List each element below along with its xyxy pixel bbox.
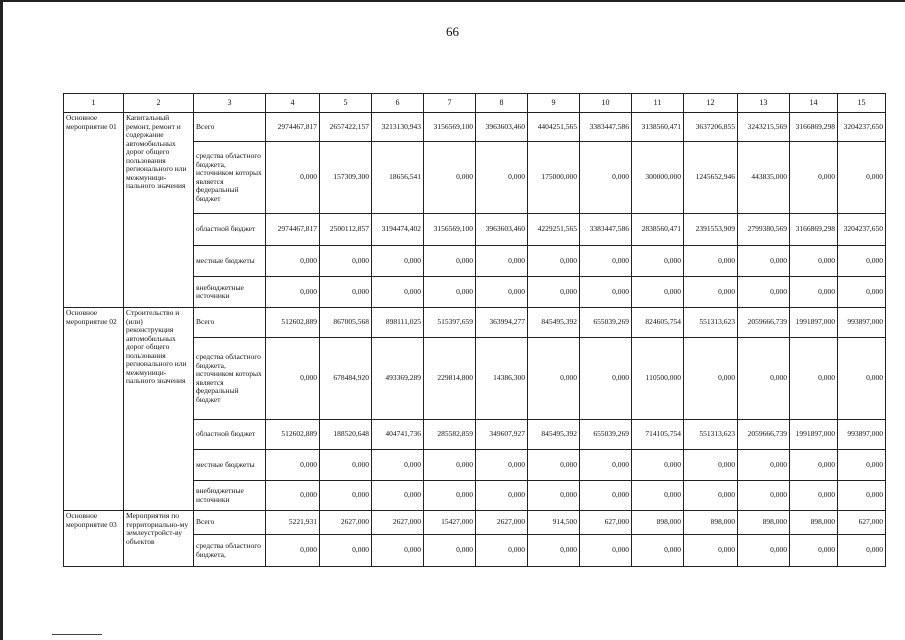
event-name-cell: Основное мероприятие 02 (64, 308, 124, 511)
amount-cell: 110500,000 (632, 338, 684, 420)
col-header: 6 (372, 94, 424, 113)
funding-source-cell: областной бюджет (194, 420, 266, 450)
amount-cell: 0,000 (476, 450, 528, 481)
amount-cell: 845495,392 (528, 308, 580, 338)
amount-cell: 0,000 (684, 277, 738, 308)
col-header: 8 (476, 94, 528, 113)
amount-cell: 0,000 (838, 338, 886, 420)
amount-cell: 898,000 (632, 511, 684, 535)
amount-cell: 0,000 (528, 481, 580, 511)
amount-cell: 1991897,000 (790, 308, 838, 338)
amount-cell: 655039,269 (580, 420, 632, 450)
amount-cell: 3156569,100 (424, 113, 476, 142)
amount-cell: 0,000 (632, 450, 684, 481)
amount-cell: 2391553,909 (684, 214, 738, 246)
amount-cell: 512602,889 (266, 420, 320, 450)
amount-cell: 0,000 (424, 277, 476, 308)
amount-cell: 0,000 (320, 481, 372, 511)
funding-source-cell: средства областного бюджета, источником которых является федеральный бюджет (194, 338, 266, 420)
amount-cell: 0,000 (838, 142, 886, 214)
amount-cell: 0,000 (528, 535, 580, 567)
amount-cell: 714105,754 (632, 420, 684, 450)
amount-cell: 0,000 (320, 246, 372, 277)
amount-cell: 2059666,739 (738, 308, 790, 338)
amount-cell: 627,000 (580, 511, 632, 535)
amount-cell: 2657422,157 (320, 113, 372, 142)
col-header: 11 (632, 94, 684, 113)
funding-source-cell: средства областного бюджета, источником которых является федеральный бюджет (194, 142, 266, 214)
amount-cell: 0,000 (684, 450, 738, 481)
amount-cell: 0,000 (424, 535, 476, 567)
amount-cell: 2627,000 (320, 511, 372, 535)
amount-cell: 0,000 (320, 277, 372, 308)
amount-cell: 0,000 (838, 450, 886, 481)
amount-cell: 0,000 (580, 450, 632, 481)
amount-cell: 627,000 (838, 511, 886, 535)
amount-cell: 0,000 (528, 246, 580, 277)
amount-cell: 0,000 (476, 277, 528, 308)
amount-cell: 0,000 (738, 338, 790, 420)
scan-frame-left (0, 0, 3, 640)
amount-cell: 3166869,298 (790, 113, 838, 142)
amount-cell: 0,000 (266, 535, 320, 567)
amount-cell: 157309,300 (320, 142, 372, 214)
amount-cell: 0,000 (424, 450, 476, 481)
col-header: 14 (790, 94, 838, 113)
amount-cell: 443835,000 (738, 142, 790, 214)
amount-cell: 0,000 (372, 481, 424, 511)
funding-source-cell: средства областного бюджета, (194, 535, 266, 567)
amount-cell: 300000,000 (632, 142, 684, 214)
amount-cell: 1245652,946 (684, 142, 738, 214)
header-row (64, 94, 886, 113)
amount-cell: 3963603,460 (476, 214, 528, 246)
amount-cell: 0,000 (528, 450, 580, 481)
amount-cell: 3963603,460 (476, 113, 528, 142)
amount-cell: 3243215,569 (738, 113, 790, 142)
amount-cell: 898,000 (790, 511, 838, 535)
amount-cell: 2627,000 (372, 511, 424, 535)
amount-cell: 2500112,857 (320, 214, 372, 246)
amount-cell: 551313,623 (684, 420, 738, 450)
amount-cell: 2838560,471 (632, 214, 684, 246)
amount-cell: 0,000 (632, 481, 684, 511)
amount-cell: 512602,889 (266, 308, 320, 338)
amount-cell: 0,000 (372, 277, 424, 308)
amount-cell: 3166869,298 (790, 214, 838, 246)
amount-cell: 824605,754 (632, 308, 684, 338)
amount-cell: 0,000 (580, 277, 632, 308)
amount-cell: 0,000 (838, 246, 886, 277)
col-header: 13 (738, 94, 790, 113)
col-header: 2 (124, 94, 194, 113)
col-header: 4 (266, 94, 320, 113)
amount-cell: 0,000 (684, 338, 738, 420)
amount-cell: 3204237,650 (838, 113, 886, 142)
amount-cell: 229814,800 (424, 338, 476, 420)
amount-cell: 349607,927 (476, 420, 528, 450)
amount-cell: 993897,000 (838, 308, 886, 338)
amount-cell: 3194474,402 (372, 214, 424, 246)
amount-cell: 15427,000 (424, 511, 476, 535)
amount-cell: 0,000 (476, 535, 528, 567)
amount-cell: 845495,392 (528, 420, 580, 450)
table-row (64, 113, 886, 142)
amount-cell: 0,000 (424, 142, 476, 214)
amount-cell: 1991897,000 (790, 420, 838, 450)
amount-cell: 0,000 (838, 535, 886, 567)
amount-cell: 2974467,817 (266, 214, 320, 246)
amount-cell: 0,000 (528, 277, 580, 308)
amount-cell: 4229251,565 (528, 214, 580, 246)
amount-cell: 0,000 (838, 481, 886, 511)
amount-cell: 2974467,817 (266, 113, 320, 142)
amount-cell: 3204237,650 (838, 214, 886, 246)
funding-source-cell: Всего (194, 113, 266, 142)
amount-cell: 655039,269 (580, 308, 632, 338)
amount-cell: 14386,300 (476, 338, 528, 420)
amount-cell: 0,000 (790, 481, 838, 511)
scan-frame-top (0, 0, 905, 2)
amount-cell: 0,000 (266, 142, 320, 214)
amount-cell: 0,000 (580, 246, 632, 277)
amount-cell: 0,000 (738, 535, 790, 567)
amount-cell: 3138560,471 (632, 113, 684, 142)
col-header: 7 (424, 94, 476, 113)
amount-cell: 0,000 (266, 481, 320, 511)
amount-cell: 0,000 (790, 450, 838, 481)
amount-cell: 0,000 (580, 142, 632, 214)
amount-cell: 0,000 (424, 246, 476, 277)
col-header: 9 (528, 94, 580, 113)
amount-cell: 0,000 (684, 535, 738, 567)
table-row (64, 511, 886, 535)
amount-cell: 285582,859 (424, 420, 476, 450)
amount-cell: 0,000 (790, 535, 838, 567)
amount-cell: 0,000 (266, 450, 320, 481)
amount-cell: 898,000 (738, 511, 790, 535)
amount-cell: 2059666,739 (738, 420, 790, 450)
amount-cell: 0,000 (790, 338, 838, 420)
amount-cell: 4404251,565 (528, 113, 580, 142)
table-row (64, 308, 886, 338)
amount-cell: 188520,648 (320, 420, 372, 450)
col-header: 10 (580, 94, 632, 113)
amount-cell: 867005,568 (320, 308, 372, 338)
amount-cell: 898,000 (684, 511, 738, 535)
event-name-cell: Основное мероприятие 03 (64, 511, 124, 567)
amount-cell: 404741,736 (372, 420, 424, 450)
event-description-cell: Капитальный ремонт, ремонт и содержание автомобильных дорог общего пользования регионального или межмуници-пального значения (124, 113, 194, 308)
amount-cell: 551313,623 (684, 308, 738, 338)
amount-cell: 0,000 (580, 535, 632, 567)
amount-cell: 0,000 (632, 535, 684, 567)
amount-cell: 175000,000 (528, 142, 580, 214)
amount-cell: 3637206,855 (684, 113, 738, 142)
amount-cell: 3213130,943 (372, 113, 424, 142)
amount-cell: 0,000 (790, 246, 838, 277)
amount-cell: 0,000 (738, 481, 790, 511)
amount-cell: 5221,931 (266, 511, 320, 535)
budget-table (63, 93, 886, 567)
amount-cell: 0,000 (632, 246, 684, 277)
amount-cell: 0,000 (632, 277, 684, 308)
amount-cell: 18656,541 (372, 142, 424, 214)
amount-cell: 678484,920 (320, 338, 372, 420)
amount-cell: 0,000 (266, 246, 320, 277)
amount-cell: 0,000 (372, 246, 424, 277)
col-header: 1 (64, 94, 124, 113)
amount-cell: 363994,277 (476, 308, 528, 338)
amount-cell: 0,000 (684, 481, 738, 511)
funding-source-cell: областной бюджет (194, 214, 266, 246)
funding-source-cell: местные бюджеты (194, 246, 266, 277)
amount-cell: 0,000 (580, 481, 632, 511)
amount-cell: 0,000 (838, 277, 886, 308)
amount-cell: 0,000 (528, 338, 580, 420)
amount-cell: 0,000 (476, 142, 528, 214)
amount-cell: 0,000 (266, 338, 320, 420)
event-description-cell: Строительство и (или) реконструкция автомобильных дорог общего пользования регионального или межмуници-пального значения (124, 308, 194, 511)
amount-cell: 515397,659 (424, 308, 476, 338)
col-header: 12 (684, 94, 738, 113)
page-number: 66 (446, 24, 459, 39)
amount-cell: 0,000 (320, 450, 372, 481)
amount-cell: 2799380,569 (738, 214, 790, 246)
footnote-rule (52, 634, 102, 635)
amount-cell: 0,000 (320, 535, 372, 567)
funding-source-cell: местные бюджеты (194, 450, 266, 481)
amount-cell: 993897,000 (838, 420, 886, 450)
amount-cell: 0,000 (790, 277, 838, 308)
amount-cell: 0,000 (476, 246, 528, 277)
amount-cell: 0,000 (266, 277, 320, 308)
amount-cell: 914,500 (528, 511, 580, 535)
amount-cell: 0,000 (790, 142, 838, 214)
amount-cell: 2627,000 (476, 511, 528, 535)
funding-source-cell: Всего (194, 511, 266, 535)
amount-cell: 3383447,586 (580, 113, 632, 142)
amount-cell: 493369,289 (372, 338, 424, 420)
amount-cell: 3383447,586 (580, 214, 632, 246)
funding-source-cell: внебюджетные источники (194, 481, 266, 511)
col-header: 5 (320, 94, 372, 113)
funding-source-cell: Всего (194, 308, 266, 338)
amount-cell: 0,000 (580, 338, 632, 420)
amount-cell: 0,000 (738, 277, 790, 308)
amount-cell: 0,000 (684, 246, 738, 277)
event-name-cell: Основное мероприятие 01 (64, 113, 124, 308)
amount-cell: 0,000 (738, 246, 790, 277)
amount-cell: 0,000 (372, 450, 424, 481)
funding-source-cell: внебюджетные источники (194, 277, 266, 308)
col-header: 15 (838, 94, 886, 113)
amount-cell: 0,000 (372, 535, 424, 567)
amount-cell: 0,000 (476, 481, 528, 511)
amount-cell: 898111,025 (372, 308, 424, 338)
event-description-cell: Мероприятия по территориально-му землеустройст-ву объектов (124, 511, 194, 567)
amount-cell: 3156569,100 (424, 214, 476, 246)
col-header: 3 (194, 94, 266, 113)
amount-cell: 0,000 (738, 450, 790, 481)
amount-cell: 0,000 (424, 481, 476, 511)
